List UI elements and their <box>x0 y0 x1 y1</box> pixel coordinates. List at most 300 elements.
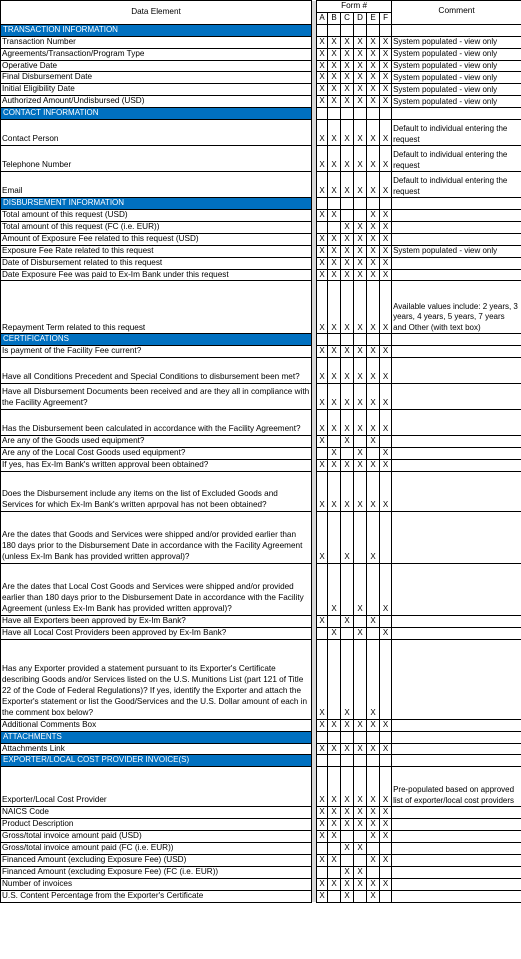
form-mark-cell: X <box>380 410 392 436</box>
comment-cell <box>392 819 521 831</box>
form-mark-cell: X <box>367 767 380 807</box>
form-mark-cell: X <box>380 448 392 460</box>
form-mark-cell: X <box>354 172 367 198</box>
form-mark-cell: X <box>380 209 392 221</box>
form-mark-cell: X <box>354 48 367 60</box>
form-column-header: E <box>367 12 380 24</box>
comment-cell <box>392 866 521 878</box>
table-row <box>1 346 521 358</box>
form-mark-cell: X <box>367 743 380 755</box>
form-mark-cell: X <box>380 719 392 731</box>
comment-cell <box>392 358 521 384</box>
table-body <box>1 24 521 902</box>
form-mark-cell: X <box>367 346 380 358</box>
empty-cell <box>354 108 367 120</box>
form-mark-cell: X <box>317 719 328 731</box>
form-mark-cell: X <box>341 767 354 807</box>
form-mark-cell: X <box>328 233 341 245</box>
comment-cell <box>392 221 521 233</box>
empty-cell <box>341 198 354 210</box>
form-mark-cell <box>354 831 367 843</box>
form-mark-cell: X <box>341 281 354 334</box>
section-header-row <box>1 731 521 743</box>
table-row <box>1 384 521 410</box>
form-mark-cell: X <box>317 384 328 410</box>
form-mark-cell: X <box>354 96 367 108</box>
section-title: DISBURSEMENT INFORMATION <box>1 198 312 210</box>
empty-cell <box>328 731 341 743</box>
form-mark-cell: X <box>354 460 367 472</box>
comment-cell <box>392 384 521 410</box>
form-mark-cell: X <box>341 221 354 233</box>
section-header-row <box>1 755 521 767</box>
form-mark-cell: X <box>380 172 392 198</box>
data-element-label: Financed Amount (excluding Exposure Fee) (FC (i.e. EUR)) <box>1 866 312 878</box>
form-column-header: B <box>328 12 341 24</box>
form-mark-cell: X <box>328 72 341 84</box>
comment-cell: Available values include: 2 years, 3 years, 4 years, 5 years, 7 years and Other (with text box) <box>392 281 521 334</box>
form-mark-cell: X <box>328 743 341 755</box>
data-element-label: Has the Disbursement been calculated in accordance with the Facility Agreement? <box>1 410 312 436</box>
form-mark-cell: X <box>341 245 354 257</box>
empty-cell <box>317 731 328 743</box>
empty-cell <box>380 755 392 767</box>
table-row <box>1 563 521 615</box>
form-mark-cell <box>317 221 328 233</box>
form-mark-cell <box>367 563 380 615</box>
form-column-header: F <box>380 12 392 24</box>
data-element-label: Transaction Number <box>1 36 312 48</box>
form-mark-cell: X <box>341 843 354 855</box>
comment-cell <box>392 448 521 460</box>
form-mark-cell: X <box>354 233 367 245</box>
comment-cell <box>392 511 521 563</box>
form-mark-cell: X <box>380 36 392 48</box>
form-mark-cell <box>380 615 392 627</box>
form-mark-cell: X <box>328 563 341 615</box>
table-row <box>1 84 521 96</box>
form-mark-cell: X <box>317 36 328 48</box>
form-mark-cell: X <box>341 358 354 384</box>
form-mark-cell: X <box>328 346 341 358</box>
form-mark-cell <box>341 831 354 843</box>
form-mark-cell: X <box>341 146 354 172</box>
table-row <box>1 890 521 902</box>
data-element-label: Contact Person <box>1 120 312 146</box>
data-element-label: Agreements/Transaction/Program Type <box>1 48 312 60</box>
form-mark-cell: X <box>328 96 341 108</box>
data-element-label: Date of Disbursement related to this request <box>1 257 312 269</box>
form-mark-cell: X <box>341 269 354 281</box>
form-mark-cell: X <box>341 60 354 72</box>
form-mark-cell: X <box>367 819 380 831</box>
comment-cell <box>392 269 521 281</box>
form-mark-cell: X <box>367 615 380 627</box>
form-mark-cell: X <box>380 346 392 358</box>
comment-cell: System populated - view only <box>392 96 521 108</box>
form-mark-cell: X <box>367 807 380 819</box>
section-title: EXPORTER/LOCAL COST PROVIDER INVOICE(S) <box>1 755 312 767</box>
table-row <box>1 245 521 257</box>
form-mark-cell <box>317 866 328 878</box>
form-mark-cell: X <box>354 448 367 460</box>
form-mark-cell <box>380 890 392 902</box>
form-mark-cell <box>354 855 367 867</box>
form-mark-cell: X <box>328 257 341 269</box>
form-mark-cell: X <box>341 639 354 719</box>
empty-cell <box>380 108 392 120</box>
form-mark-cell: X <box>341 460 354 472</box>
form-column-header: D <box>354 12 367 24</box>
form-mark-cell: X <box>328 819 341 831</box>
table-row <box>1 172 521 198</box>
empty-cell <box>392 731 521 743</box>
form-mark-cell: X <box>328 146 341 172</box>
comment-cell <box>392 460 521 472</box>
form-mark-cell: X <box>380 460 392 472</box>
form-mark-cell: X <box>328 831 341 843</box>
form-mark-cell: X <box>367 890 380 902</box>
form-mark-cell: X <box>354 719 367 731</box>
empty-cell <box>354 755 367 767</box>
form-mark-cell <box>354 890 367 902</box>
form-mark-cell: X <box>341 257 354 269</box>
form-mark-cell: X <box>367 120 380 146</box>
form-mark-cell: X <box>341 384 354 410</box>
empty-cell <box>367 198 380 210</box>
empty-cell <box>380 731 392 743</box>
comment-cell <box>392 890 521 902</box>
data-element-label: If yes, has Ex-Im Bank's written approval been obtained? <box>1 460 312 472</box>
data-element-label: Have all Local Cost Providers been approved by Ex-Im Bank? <box>1 627 312 639</box>
empty-cell <box>317 198 328 210</box>
form-mark-cell <box>354 639 367 719</box>
form-mark-cell <box>341 209 354 221</box>
table-row <box>1 719 521 731</box>
form-mark-cell: X <box>328 60 341 72</box>
empty-cell <box>328 24 341 36</box>
form-mark-cell <box>341 448 354 460</box>
form-mark-cell: X <box>367 84 380 96</box>
form-mark-cell: X <box>341 878 354 890</box>
empty-cell <box>354 731 367 743</box>
empty-cell <box>367 334 380 346</box>
form-mark-cell: X <box>317 471 328 511</box>
form-mark-cell: X <box>354 221 367 233</box>
form-mark-cell: X <box>380 84 392 96</box>
form-mark-cell: X <box>367 410 380 436</box>
data-element-label: Are any of the Goods used equipment? <box>1 436 312 448</box>
form-mark-cell: X <box>317 269 328 281</box>
comment-cell <box>392 615 521 627</box>
form-mark-cell: X <box>317 878 328 890</box>
table-row <box>1 96 521 108</box>
form-mark-cell: X <box>380 743 392 755</box>
form-mark-cell <box>328 843 341 855</box>
comment-cell <box>392 209 521 221</box>
empty-cell <box>367 755 380 767</box>
form-mark-cell <box>380 866 392 878</box>
form-mark-cell: X <box>367 831 380 843</box>
table-row <box>1 767 521 807</box>
form-mark-cell: X <box>317 48 328 60</box>
form-mark-cell: X <box>380 233 392 245</box>
form-mark-cell: X <box>380 384 392 410</box>
table-row <box>1 48 521 60</box>
form-mark-cell: X <box>317 209 328 221</box>
form-mark-cell <box>367 866 380 878</box>
form-mark-cell: X <box>354 743 367 755</box>
table-row <box>1 866 521 878</box>
form-mark-cell: X <box>341 471 354 511</box>
form-mark-cell <box>380 436 392 448</box>
comment-cell <box>392 436 521 448</box>
table-row <box>1 855 521 867</box>
form-mark-cell: X <box>367 639 380 719</box>
form-number-header: Form # <box>317 1 392 13</box>
table-row <box>1 436 521 448</box>
form-mark-cell: X <box>354 245 367 257</box>
form-mark-cell: X <box>317 410 328 436</box>
form-mark-cell: X <box>354 72 367 84</box>
comment-cell: Default to individual entering the request <box>392 146 521 172</box>
form-mark-cell: X <box>367 471 380 511</box>
form-mark-cell: X <box>328 358 341 384</box>
form-mark-cell: X <box>380 60 392 72</box>
form-mark-cell: X <box>380 257 392 269</box>
form-mark-cell: X <box>380 245 392 257</box>
data-element-label: Have all Conditions Precedent and Special Conditions to disbursement been met? <box>1 358 312 384</box>
form-mark-cell: X <box>380 855 392 867</box>
form-mark-cell: X <box>317 358 328 384</box>
form-mark-cell: X <box>367 384 380 410</box>
form-mark-cell: X <box>341 120 354 146</box>
form-mark-cell: X <box>341 72 354 84</box>
form-mark-cell <box>317 843 328 855</box>
table-row <box>1 358 521 384</box>
table-row <box>1 807 521 819</box>
empty-cell <box>341 731 354 743</box>
comment-cell: System populated - view only <box>392 48 521 60</box>
table-row <box>1 410 521 436</box>
form-mark-cell <box>328 221 341 233</box>
form-mark-cell: X <box>380 269 392 281</box>
table-row <box>1 831 521 843</box>
table-row <box>1 843 521 855</box>
data-element-label: Gross/total invoice amount paid (FC (i.e. EUR)) <box>1 843 312 855</box>
form-mark-cell: X <box>341 84 354 96</box>
data-element-label: U.S. Content Percentage from the Exporter's Certificate <box>1 890 312 902</box>
data-element-label: Gross/total invoice amount paid (USD) <box>1 831 312 843</box>
form-mark-cell: X <box>380 831 392 843</box>
empty-cell <box>317 108 328 120</box>
form-mark-cell: X <box>328 209 341 221</box>
empty-cell <box>354 334 367 346</box>
form-mark-cell: X <box>317 233 328 245</box>
form-mark-cell: X <box>380 819 392 831</box>
table-row <box>1 627 521 639</box>
data-element-label: Date Exposure Fee was paid to Ex-Im Bank under this request <box>1 269 312 281</box>
data-element-label: Does the Disbursement include any items on the list of Excluded Goods and Services for which Ex-Im Bank's written aprpoval has not been obtained? <box>1 471 312 511</box>
form-mark-cell: X <box>317 615 328 627</box>
comment-cell <box>392 627 521 639</box>
form-mark-cell: X <box>328 172 341 198</box>
form-mark-cell: X <box>354 84 367 96</box>
form-mark-cell <box>380 511 392 563</box>
section-title: CERTIFICATIONS <box>1 334 312 346</box>
form-mark-cell: X <box>354 807 367 819</box>
empty-cell <box>328 755 341 767</box>
form-mark-cell: X <box>317 257 328 269</box>
form-mark-cell: X <box>317 807 328 819</box>
form-mark-cell: X <box>317 855 328 867</box>
table-row <box>1 146 521 172</box>
empty-cell <box>341 24 354 36</box>
table-row <box>1 281 521 334</box>
comment-cell: System populated - view only <box>392 36 521 48</box>
form-mark-cell: X <box>380 72 392 84</box>
table-row <box>1 615 521 627</box>
form-mark-cell: X <box>317 346 328 358</box>
section-title: TRANSACTION INFORMATION <box>1 24 312 36</box>
form-mark-cell: X <box>367 48 380 60</box>
empty-cell <box>380 24 392 36</box>
form-mark-cell <box>317 448 328 460</box>
form-mark-cell: X <box>354 384 367 410</box>
form-mark-cell: X <box>317 831 328 843</box>
form-mark-cell: X <box>328 855 341 867</box>
table-row <box>1 209 521 221</box>
comment-cell <box>392 346 521 358</box>
comment-cell: System populated - view only <box>392 60 521 72</box>
form-mark-cell: X <box>380 807 392 819</box>
table-row <box>1 257 521 269</box>
form-mark-cell <box>328 866 341 878</box>
table-row <box>1 639 521 719</box>
form-mark-cell: X <box>354 819 367 831</box>
form-mark-cell: X <box>354 36 367 48</box>
form-mark-cell: X <box>367 172 380 198</box>
empty-cell <box>317 334 328 346</box>
table-row <box>1 269 521 281</box>
form-mark-cell: X <box>341 890 354 902</box>
form-mark-cell: X <box>367 233 380 245</box>
comment-cell <box>392 233 521 245</box>
comment-cell <box>392 843 521 855</box>
form-mark-cell: X <box>354 563 367 615</box>
form-mark-cell: X <box>367 358 380 384</box>
form-mark-cell: X <box>328 719 341 731</box>
comment-cell <box>392 257 521 269</box>
data-element-label: Have all Disbursement Documents been received and are they all in compliance with the Facility Agreement? <box>1 384 312 410</box>
form-mark-cell: X <box>341 743 354 755</box>
form-mark-cell: X <box>354 471 367 511</box>
empty-cell <box>367 24 380 36</box>
comment-cell <box>392 831 521 843</box>
form-mark-cell: X <box>367 436 380 448</box>
form-mark-cell: X <box>367 257 380 269</box>
form-mark-cell: X <box>317 72 328 84</box>
form-mark-cell <box>341 563 354 615</box>
form-mark-cell: X <box>341 96 354 108</box>
data-element-label: Email <box>1 172 312 198</box>
empty-cell <box>380 334 392 346</box>
comment-cell: Default to individual entering the request <box>392 172 521 198</box>
form-mark-cell: X <box>328 36 341 48</box>
form-mark-cell: X <box>317 84 328 96</box>
form-mark-cell: X <box>367 719 380 731</box>
data-element-label: Initial Eligibility Date <box>1 84 312 96</box>
form-mark-cell <box>341 855 354 867</box>
empty-cell <box>354 24 367 36</box>
section-header-row <box>1 24 521 36</box>
comment-cell <box>392 878 521 890</box>
form-mark-cell: X <box>317 639 328 719</box>
data-element-label: Are the dates that Local Cost Goods and Services were shipped and/or provided earlier than 180 days prior to the Disbursement Date in accordance with the Facility Agreement (unless Ex-Im Bank has provided written approval)? <box>1 563 312 615</box>
comment-cell <box>392 719 521 731</box>
empty-cell <box>354 198 367 210</box>
form-mark-cell: X <box>328 767 341 807</box>
data-element-label: Product Description <box>1 819 312 831</box>
form-mark-cell: X <box>317 146 328 172</box>
empty-cell <box>328 198 341 210</box>
empty-cell <box>392 334 521 346</box>
form-mark-cell: X <box>341 866 354 878</box>
form-mark-cell: X <box>317 890 328 902</box>
form-mark-cell: X <box>328 460 341 472</box>
form-mark-cell: X <box>367 146 380 172</box>
form-mark-cell: X <box>317 96 328 108</box>
form-mark-cell <box>354 511 367 563</box>
form-mark-cell: X <box>317 436 328 448</box>
form-mark-cell: X <box>380 878 392 890</box>
form-mark-cell: X <box>354 146 367 172</box>
comment-cell <box>392 807 521 819</box>
form-mark-cell: X <box>354 410 367 436</box>
form-mark-cell: X <box>367 209 380 221</box>
form-mark-cell: X <box>367 460 380 472</box>
data-element-label: Additional Comments Box <box>1 719 312 731</box>
form-mark-cell: X <box>380 48 392 60</box>
table-row <box>1 448 521 460</box>
empty-cell <box>392 24 521 36</box>
comment-cell: System populated - view only <box>392 72 521 84</box>
comment-cell <box>392 410 521 436</box>
data-element-label: Number of invoices <box>1 878 312 890</box>
form-mark-cell: X <box>328 448 341 460</box>
form-mark-cell: X <box>341 819 354 831</box>
table-row <box>1 233 521 245</box>
form-mark-cell <box>328 615 341 627</box>
comment-cell <box>392 563 521 615</box>
empty-cell <box>367 731 380 743</box>
empty-cell <box>328 108 341 120</box>
form-mark-cell <box>317 627 328 639</box>
empty-cell <box>367 108 380 120</box>
form-mark-cell: X <box>380 767 392 807</box>
form-mark-cell: X <box>328 627 341 639</box>
comment-cell <box>392 855 521 867</box>
form-mark-cell <box>367 843 380 855</box>
form-mark-cell: X <box>341 233 354 245</box>
form-mark-cell: X <box>380 627 392 639</box>
form-mark-cell: X <box>380 471 392 511</box>
data-element-label: Have all Exporters been approved by Ex-Im Bank? <box>1 615 312 627</box>
table-row <box>1 471 521 511</box>
form-mark-cell: X <box>328 410 341 436</box>
form-mark-cell: X <box>317 120 328 146</box>
form-mark-cell: X <box>328 281 341 334</box>
